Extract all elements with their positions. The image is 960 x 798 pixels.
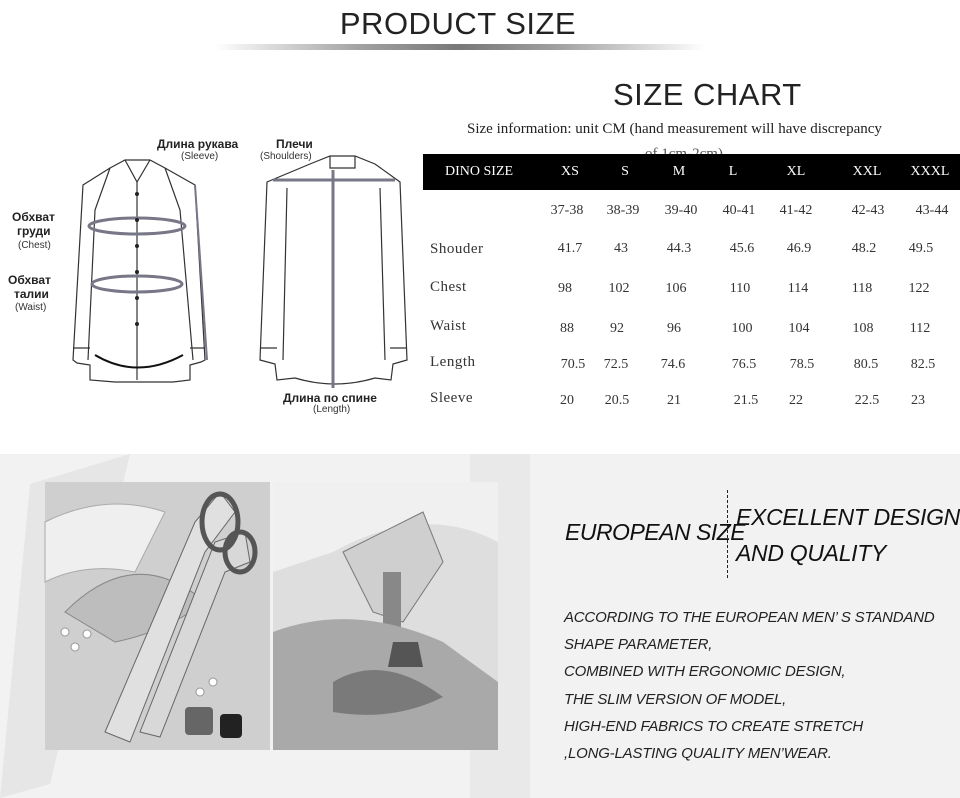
length-label-en: (Length) (313, 404, 351, 415)
table-cell: 114 (787, 281, 809, 296)
collar-s: 38-39 (606, 203, 640, 218)
table-cell: 78.5 (789, 357, 815, 372)
excellent-design-line2: AND QUALITY (736, 540, 887, 566)
table-cell: 112 (909, 321, 931, 336)
description-line: SHAPE PARAMETER, (564, 636, 713, 653)
shirt-diagram (55, 150, 415, 400)
table-cell: 23 (911, 393, 925, 408)
page-title: PRODUCT SIZE (339, 6, 577, 41)
table-cell: 43 (614, 241, 628, 256)
table-cell: 44.3 (666, 241, 692, 256)
chest-label-en: (Chest) (18, 240, 51, 251)
sleeve-measure-line (195, 185, 207, 360)
table-cell: 20 (560, 393, 574, 408)
table-cell: 100 (731, 321, 753, 336)
sleeve-label-ru: Длина рукава (157, 137, 239, 151)
size-header-xl: XL (786, 164, 806, 179)
size-info-text: Size information: unit CM (hand measurement will have discrepancy (467, 121, 882, 137)
size-header-bar (423, 154, 960, 190)
collar-l: 40-41 (722, 203, 756, 218)
table-cell: 110 (729, 281, 751, 296)
table-cell: 49.5 (908, 241, 934, 256)
heading-divider (727, 490, 728, 578)
row-label-waist: Waist (430, 318, 467, 334)
chest-label-ru-line1: Обхват (12, 210, 55, 224)
sewing-machine-photo (273, 482, 498, 750)
table-cell: 108 (852, 321, 874, 336)
size-info-text-line2 (645, 146, 723, 153)
sleeve-label-en: (Sleeve) (181, 151, 219, 162)
title-underline (215, 44, 705, 50)
collar-m: 39-40 (664, 203, 698, 218)
european-size-heading: EUROPEAN SIZE (565, 519, 746, 545)
collar-xxxl: 43-44 (915, 203, 949, 218)
description-line: COMBINED WITH ERGONOMIC DESIGN, (564, 663, 846, 680)
table-cell: 45.6 (729, 241, 755, 256)
shoulders-label-en: (Shoulders) (260, 151, 312, 162)
table-cell: 22 (789, 393, 803, 408)
waist-label-ru-line2: талии (14, 287, 49, 301)
row-label-sleeve: Sleeve (430, 390, 473, 406)
table-cell: 106 (665, 281, 687, 296)
table-cell: 88 (560, 321, 574, 336)
size-header-l: L (728, 164, 738, 179)
description-line: ACCORDING TO THE EUROPEAN MEN’ S STANDAND (564, 609, 935, 626)
waist-label-ru-line1: Обхват (8, 273, 51, 287)
size-header-xxxl: XXXL (910, 164, 950, 179)
size-header-s: S (621, 164, 629, 179)
table-cell: 122 (908, 281, 930, 296)
chest-label-ru-line2: груди (17, 224, 51, 238)
table-cell: 20.5 (604, 393, 630, 408)
collar-xxl: 42-43 (851, 203, 885, 218)
table-cell: 48.2 (851, 241, 877, 256)
waist-label-en: (Waist) (15, 302, 47, 313)
length-label-ru: Длина по спине (283, 391, 377, 405)
table-cell: 72.5 (603, 357, 629, 372)
row-label-shoulder: Shouder (430, 241, 484, 257)
row-label-length: Length (430, 354, 476, 370)
table-cell: 70.5 (560, 357, 586, 372)
size-header-xxl: XXL (852, 164, 882, 179)
description-line: THE SLIM VERSION OF MODEL, (564, 691, 787, 708)
description-line: HIGH-END FABRICS TO CREATE STRETCH (564, 718, 864, 735)
tailoring-photo (45, 482, 270, 750)
table-cell: 82.5 (910, 357, 936, 372)
size-header-m: M (672, 164, 686, 179)
table-cell: 41.7 (557, 241, 583, 256)
table-cell: 76.5 (731, 357, 757, 372)
table-cell: 102 (608, 281, 630, 296)
table-cell: 80.5 (853, 357, 879, 372)
shoulders-label-ru: Плечи (276, 137, 313, 151)
brand-size-label: DINO SIZE (445, 164, 514, 179)
table-cell: 46.9 (786, 241, 812, 256)
table-cell: 118 (851, 281, 873, 296)
description-line: ,LONG-LASTING QUALITY MEN’WEAR. (564, 745, 832, 762)
table-cell: 74.6 (660, 357, 686, 372)
table-cell: 22.5 (854, 393, 880, 408)
table-cell: 21.5 (733, 393, 759, 408)
collar-xl: 41-42 (779, 203, 813, 218)
shirt-front-drawing (73, 160, 205, 382)
table-cell: 21 (667, 393, 681, 408)
row-label-chest: Chest (430, 279, 467, 295)
collar-xs: 37-38 (550, 203, 584, 218)
size-header-xs: XS (561, 164, 579, 179)
table-cell: 98 (558, 281, 572, 296)
size-chart-title: SIZE CHART (613, 77, 802, 112)
table-cell: 96 (667, 321, 681, 336)
excellent-design-line1: EXCELLENT DESIGN (736, 504, 960, 530)
table-cell: 92 (610, 321, 624, 336)
table-cell: 104 (788, 321, 810, 336)
